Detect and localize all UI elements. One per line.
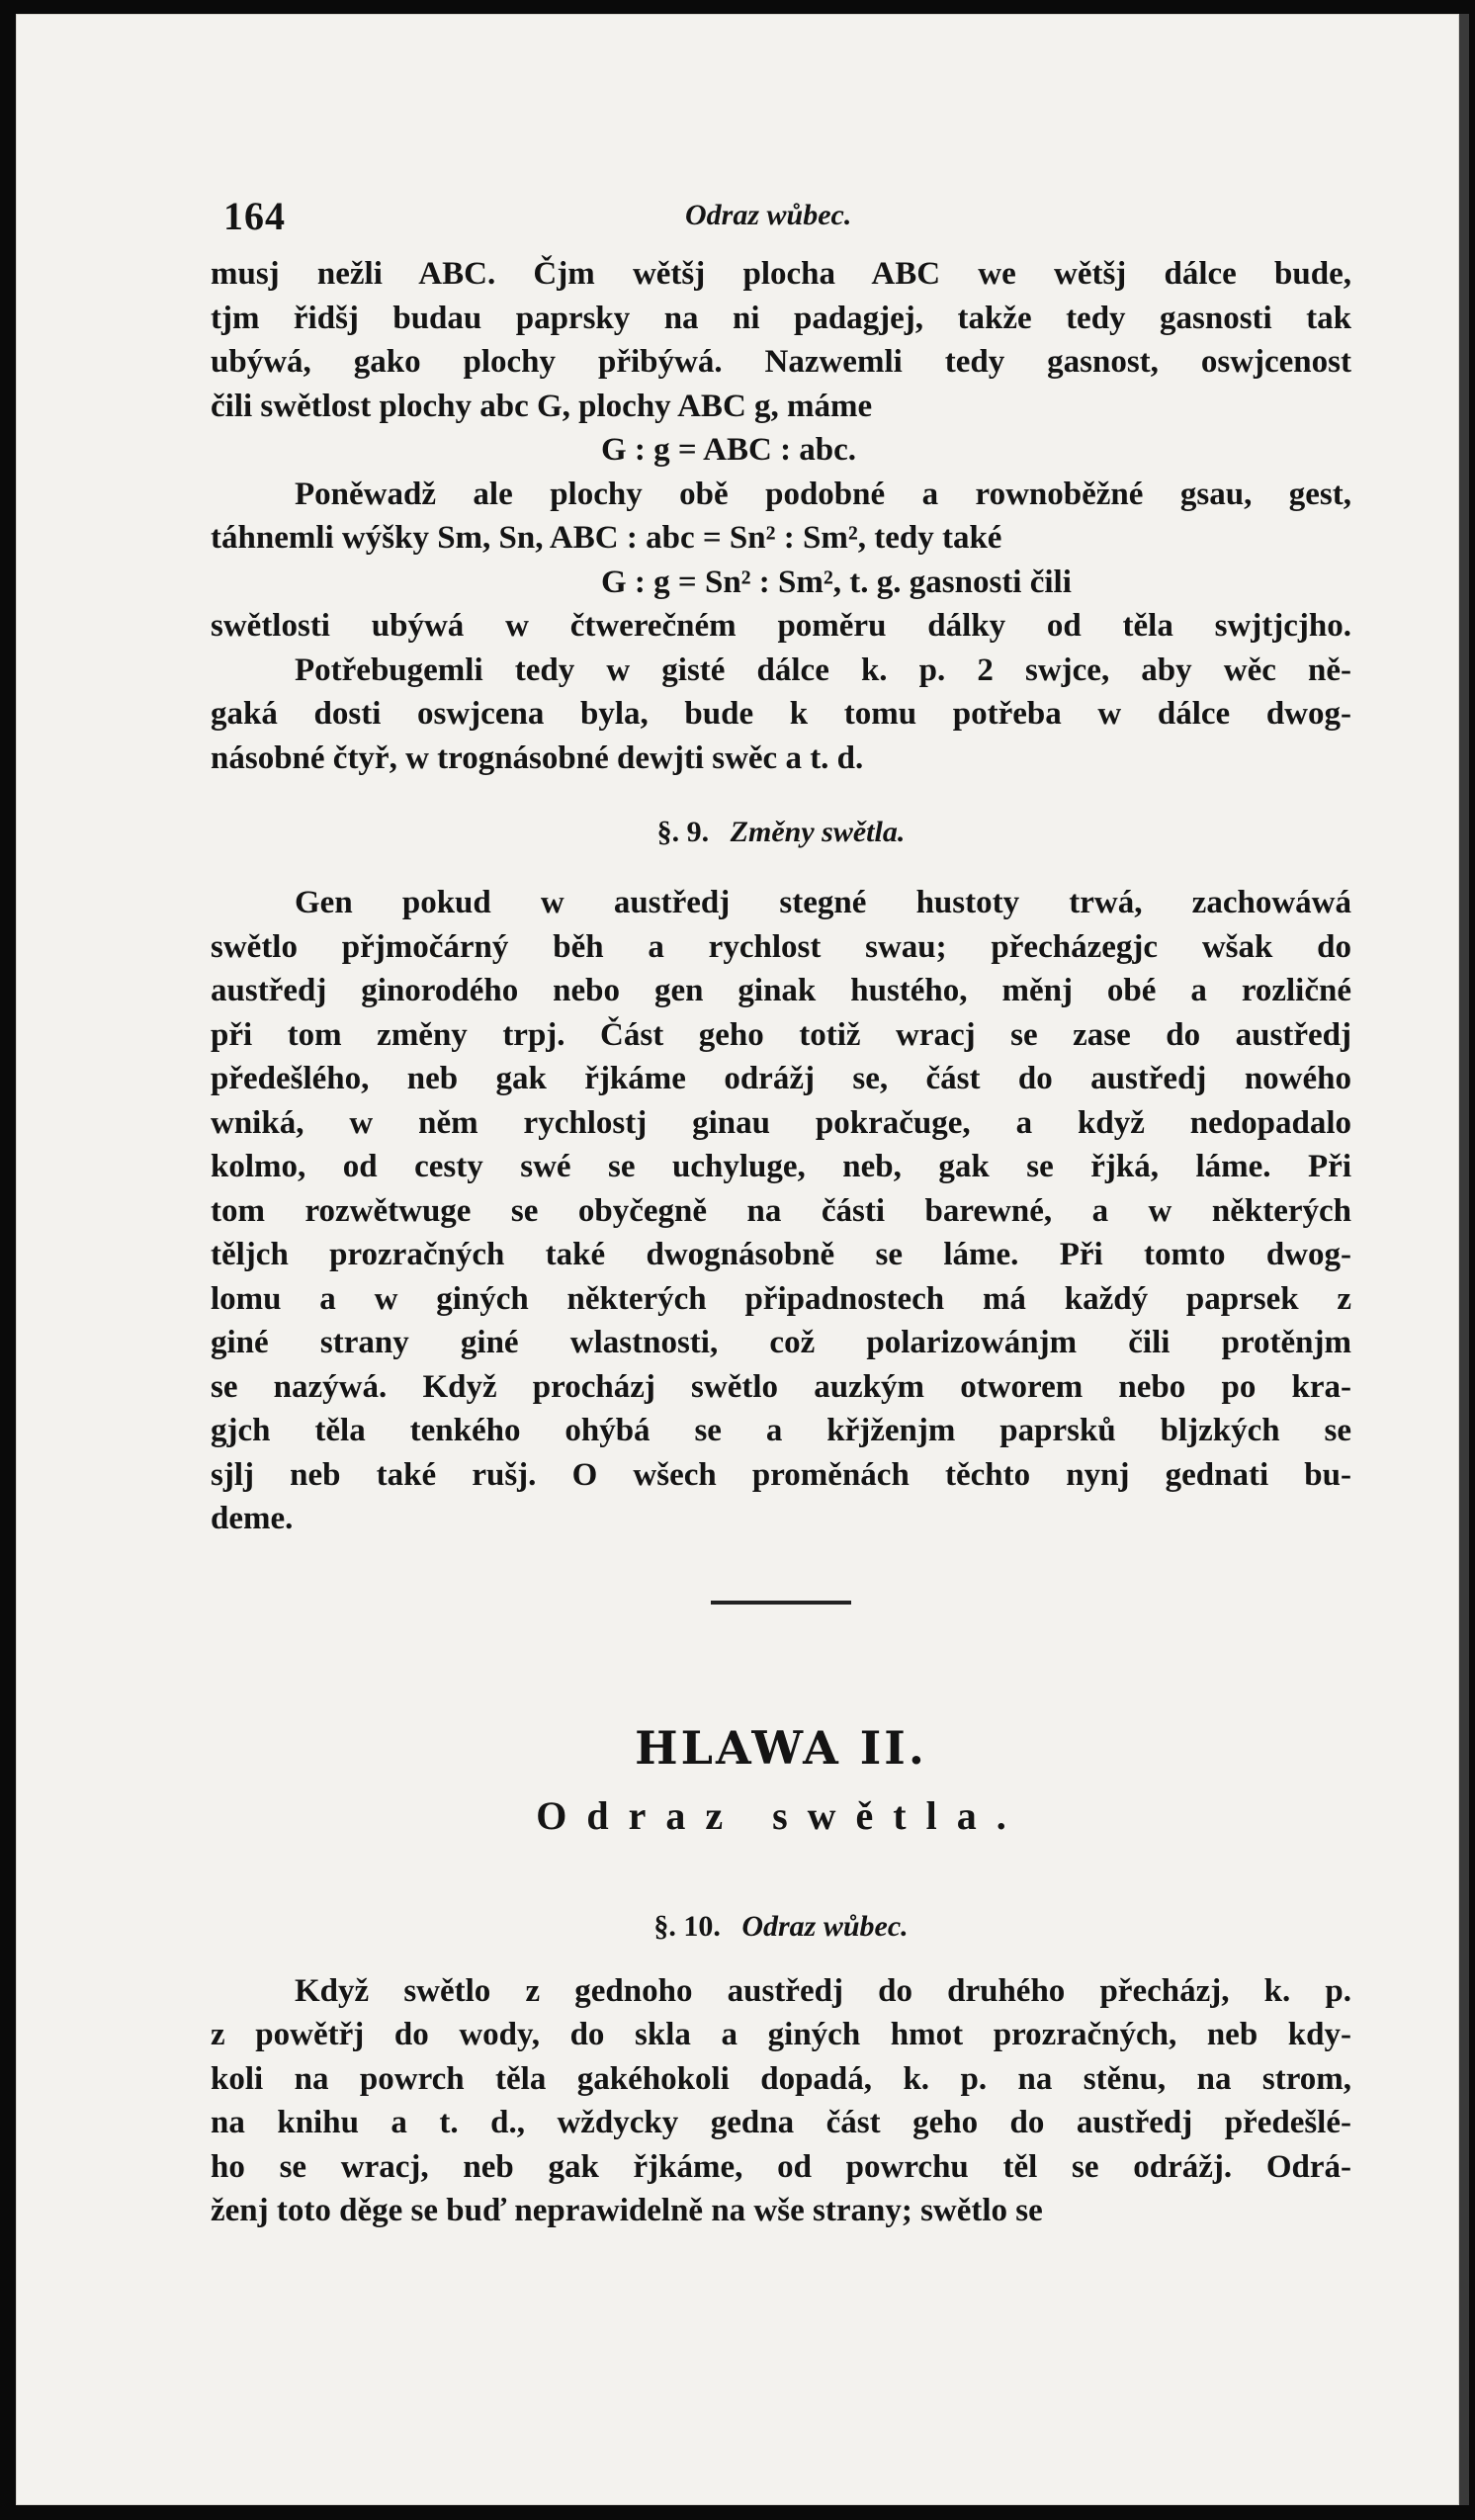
text-line: na knihu a t. d., wždycky gedna část geho do austředj předešlé- (211, 2105, 1351, 2140)
text-line: giné strany giné wlastnosti, což polarizowánjm čili protěnjm (211, 1325, 1351, 1360)
text-line: Gen pokud w austředj stegné hustoty trwá, zachowáwá (295, 885, 1351, 920)
paragraph-5 (211, 1969, 1351, 2233)
text-line: Potřebugemli tedy w gisté dálce k. p. 2 swjce, aby wěc ně- (295, 652, 1351, 688)
text-line: těljch prozračných také dwognásobně se láme. Při tomto dwog- (211, 1237, 1351, 1272)
text-line: sjlj neb také rušj. O wšech proměnách těchto nynj gednati bu- (211, 1456, 1351, 1493)
text-line: ženj toto děge se buď neprawidelně na wše strany; swětlo se (211, 2193, 1043, 2228)
text-line: se nazýwá. Když procházj swětlo auzkým otworem nebo po kra- (211, 1368, 1351, 1405)
chapter-subtitle: Odraz swětla. (536, 1792, 1026, 1838)
section-number: §. 9. (656, 816, 710, 848)
section-9-heading (211, 816, 1351, 849)
text-line: předešlého, neb gak řjkáme odrážj se, část do austředj nowého (211, 1061, 1351, 1096)
text-line: tom rozwětwuge se obyčegně na části barewné, a w některých (211, 1192, 1351, 1229)
text-line: z powětřj do wody, do skla a giných hmot prozračných, neb kdy- (211, 2017, 1351, 2052)
running-head (211, 193, 1351, 252)
text-line: gaká dosti oswjcena byla, bude k tomu potřeba w dálce dwog- (211, 696, 1351, 732)
section-divider-rule (711, 1601, 851, 1605)
page-edge-shadow (1459, 14, 1469, 2505)
text-line: Poněwadž ale plochy obě podobné a rownoběžné gsau, gest, (295, 476, 1351, 512)
section-title: Odraz wůbec. (741, 1909, 909, 1943)
formula-1: G : g = ABC : abc. (601, 432, 857, 468)
paragraph-3 (211, 604, 1351, 780)
paragraph-2 (211, 473, 1351, 561)
text-line: musj nežli ABC. Čjm wětšj plocha ABC we wětšj dálce bude, (211, 256, 1351, 292)
page-content (211, 193, 1351, 2233)
text-line: wniká, w něm rychlostj ginau pokračuge, a když nedopadalo (211, 1104, 1351, 1141)
text-line: koli na powrch těla gakéhokoli dopadá, k. p. na stěnu, na strom, (211, 2060, 1351, 2097)
chapter-heading: HLAWA II. (635, 1720, 927, 1775)
text-line: austředj ginorodého nebo gen ginak hustého, měnj obé a rozličné (211, 973, 1351, 1008)
text-line: táhnemli wýšky Sm, Sn, ABC : abc = Sn² : Sm², tedy také (211, 520, 1002, 556)
text-line: swětlosti ubýwá w čtwerečném poměru dálky od těla swjtjcjho. (211, 608, 1351, 644)
page-number: 164 (223, 194, 286, 238)
section-title: Změny swětla. (730, 816, 906, 848)
text-line: ubýwá, gako plochy přibýwá. Nazwemli tedy gasnost, oswjcenost (211, 344, 1351, 380)
text-line: deme. (211, 1501, 294, 1536)
section-number: §. 10. (653, 1909, 721, 1943)
text-line: gjch těla tenkého ohýbá se a křjženjm paprsků bljzkých se (211, 1413, 1351, 1448)
text-line: při tom změny trpj. Část geho totiž wracj se zase do austředj (211, 1016, 1351, 1053)
text-line: lomu a w giných některých připadnostech má každý paprsek z (211, 1280, 1351, 1317)
running-title: Odraz wůbec. (685, 199, 852, 231)
text-line: Když swětlo z gednoho austředj do druhého přecházj, k. p. (295, 1972, 1351, 2009)
text-line: čili swětlost plochy abc G, plochy ABC g, máme (211, 388, 873, 424)
text-line: kolmo, od cesty swé se uchyluge, neb, gak se řjká, láme. Při (211, 1149, 1351, 1184)
paragraph-4 (211, 881, 1351, 1541)
section-10-heading (211, 1910, 1351, 1944)
paragraph-1 (211, 252, 1351, 428)
text-line: ho se wracj, neb gak řjkáme, od powrchu těl se odrážj. Odrá- (211, 2148, 1351, 2185)
text-line: násobné čtyř, w trognásobné dewjti swěc a t. d. (211, 739, 864, 776)
formula-2: G : g = Sn² : Sm², t. g. gasnosti čili (601, 564, 1072, 600)
text-line: swětlo přjmočárný běh a rychlost swau; přecházegjc wšak do (211, 928, 1351, 965)
text-line: tjm řidšj budau paprsky na ni padagjej, takže tedy gasnosti tak (211, 300, 1351, 336)
